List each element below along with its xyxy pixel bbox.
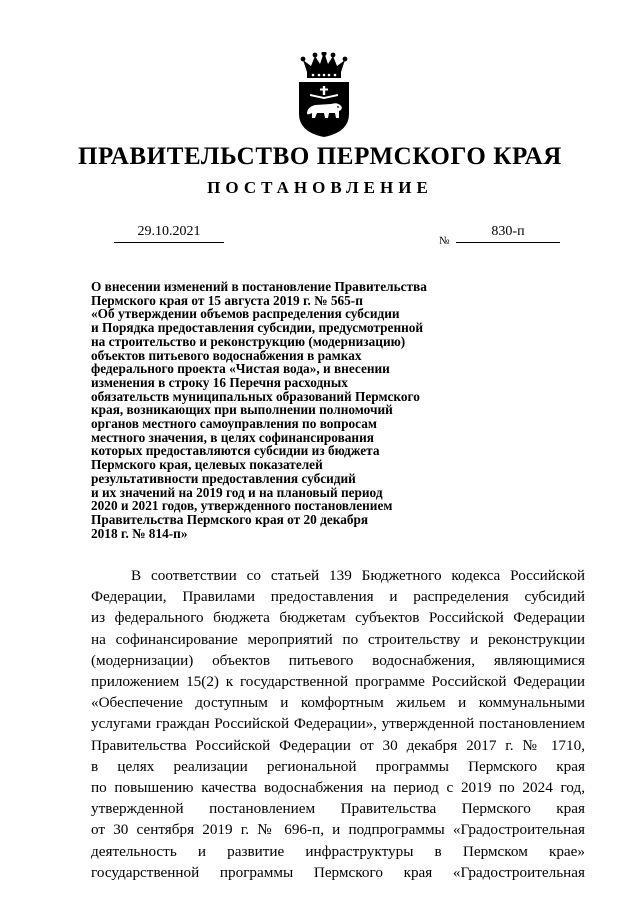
body-line: деятельность и развитие инфраструктуры в Пермском крае»: [91, 842, 585, 860]
body-line: от 30 сентября 2019 г. № 696-п, и подпрограммы «Градостроительная: [91, 821, 585, 839]
subject-line: и Порядка предоставления субсидии, предусмотренной: [91, 320, 424, 336]
body-line: (модернизации) объектов питьевого водоснабжения, являющимися: [91, 651, 585, 669]
body-line: В соответствии со статьей 139 Бюджетного кодекса Российской: [131, 567, 585, 584]
subject-line: 2020 и 2021 годов, утвержденного постановлением: [91, 498, 393, 514]
document-type: ПОСТАНОВЛЕНИЕ: [207, 178, 433, 197]
subject-line: Правительства Пермского края от 20 декабря: [91, 511, 369, 527]
subject-line: обязательств муниципальных образований Пермского: [91, 388, 420, 404]
body-line: Федерации, Правилами предоставления и распределения субсидий: [91, 588, 585, 606]
body-line: «Обеспечение доступным и комфортным жильем и коммунальными: [91, 694, 585, 712]
subject-line: объектов питьевого водоснабжения в рамках: [91, 347, 362, 363]
number-sign: №: [439, 235, 450, 247]
subject-line: Пермского края от 15 августа 2019 г. № 565-п: [91, 292, 363, 308]
subject-line: края, возникающих при выполнении полномочий: [91, 402, 393, 418]
subject-line: и их значений на 2019 год и на плановый период: [91, 484, 383, 500]
subject-line: которых предоставляются субсидии из бюджета: [91, 443, 380, 459]
perm-krai-coat-of-arms-icon: [293, 52, 355, 138]
body-line: утвержденной постановлением Правительства Пермского края: [91, 800, 585, 818]
subject-line: местного значения, в целях софинансирования: [91, 429, 374, 445]
document-date: 29.10.2021: [114, 224, 224, 243]
subject-line: на строительство и реконструкцию (модернизацию): [91, 333, 406, 349]
subject-line: результативности предоставления субсидий: [91, 470, 356, 486]
body-line: Правительства Российской Федерации от 30 декабря 2017 г. № 1710,: [91, 736, 585, 754]
document-subject: [91, 280, 491, 540]
body-line: из федерального бюджета бюджетам субъектов Российской Федерации: [91, 609, 585, 627]
body-line: услугами граждан Российской Федерации», утвержденной постановлением: [91, 715, 585, 733]
subject-line: органов местного самоуправления по вопросам: [91, 416, 377, 432]
body-line: в целях реализации региональной программы Пермского края: [91, 757, 585, 775]
document-number: 830-п: [456, 224, 560, 243]
body-line: по повышению качества водоснабжения на период с 2019 по 2024 год,: [91, 779, 585, 797]
body-line: приложением 15(2) к государственной программе Российской Федерации: [91, 673, 585, 691]
subject-line: 2018 г. № 814-п»: [91, 525, 188, 541]
body-line: государственной программы Пермского края «Градостроительная: [91, 863, 585, 881]
subject-line: «Об утверждении объемов распределения субсидии: [91, 306, 400, 322]
subject-line: изменения в строку 16 Перечня расходных: [91, 374, 348, 390]
body-line: на софинансирование мероприятий по строительству и реконструкции: [91, 630, 585, 648]
subject-line: федерального проекта «Чистая вода», и внесении: [91, 361, 390, 377]
subject-line: Пермского края, целевых показателей: [91, 457, 323, 473]
government-title: ПРАВИТЕЛЬСТВО ПЕРМСКОГО КРАЯ: [78, 143, 562, 170]
subject-line: О внесении изменений в постановление Правительства: [91, 279, 427, 294]
document-body: [91, 565, 585, 883]
